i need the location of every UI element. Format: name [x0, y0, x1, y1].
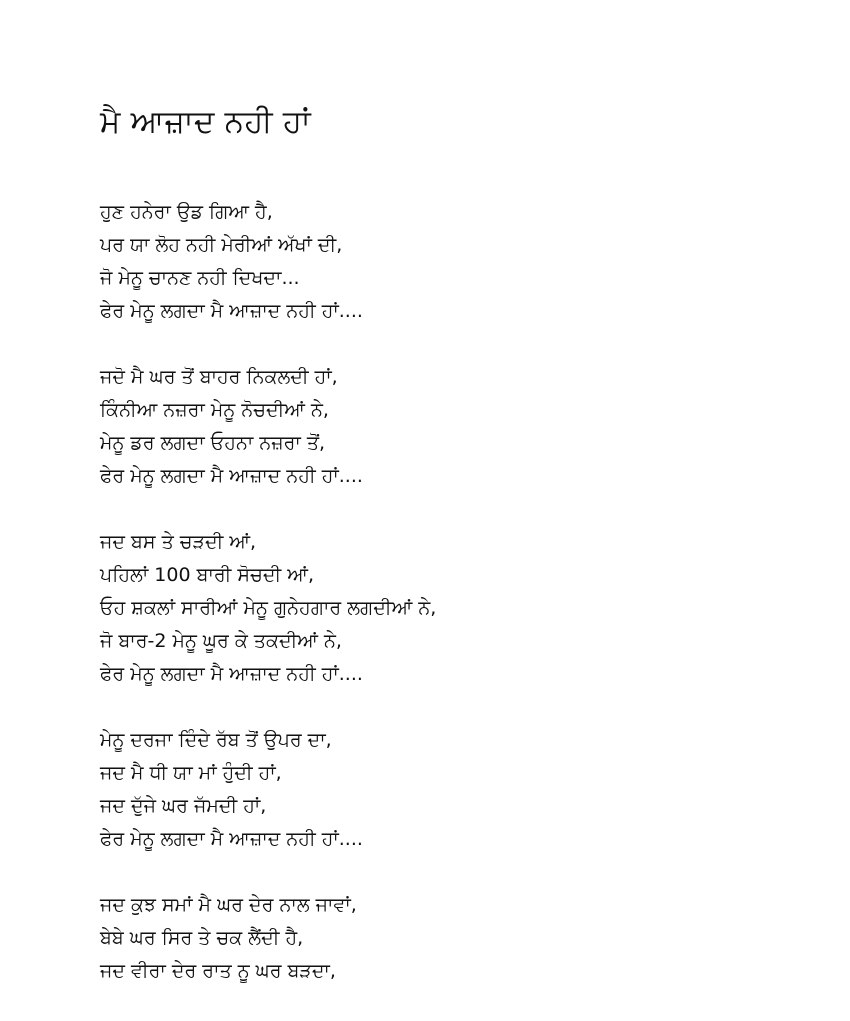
poem-stanza: [100, 889, 820, 988]
poem-line: ਕਿੰਨੀਆ ਨਜ਼ਰਾ ਮੇਨੂ ਨੋਚਦੀਆਂ ਨੇ,: [100, 399, 329, 421]
poem-line: ਬੇਬੇ ਘਰ ਸਿਰ ਤੇ ਚਕ ਲੈਂਦੀ ਹੈ,: [100, 927, 304, 949]
poem-line: ਜਦ ਬਸ ਤੇ ਚੜਦੀ ਆਂ,: [100, 531, 257, 553]
poem-line: ਫੇਰ ਮੇਨੂ ਲਗਦਾ ਮੈ ਆਜ਼ਾਦ ਨਹੀ ਹਾਂ....: [100, 300, 363, 322]
poem-line: ਮੇਨੂ ਡਰ ਲਗਦਾ ਓਹਨਾ ਨਜ਼ਰਾ ਤੋਂ,: [100, 432, 326, 454]
poem-line: ਹੁਣ ਹਨੇਰਾ ਉਡ ਗਿਆ ਹੈ,: [100, 201, 273, 223]
poem-line: ਓਹ ਸ਼ਕਲਾਂ ਸਾਰੀਆਂ ਮੇਨੂ ਗੁਨੇਹਗਾਰ ਲਗਦੀਆਂ ਨੇ,: [100, 597, 437, 619]
poem-title: ਮੈ ਆਜ਼ਾਦ ਨਹੀ ਹਾਂ: [100, 104, 311, 140]
poem-line: ਪਰ ਯਾ ਲੋਹ ਨਹੀ ਮੇਰੀਆਂ ਅੱਖਾਂ ਦੀ,: [100, 234, 343, 256]
poem-line: ਜੋ ਮੇਨੂ ਚਾਨਣ ਨਹੀ ਦਿਖਦਾ...: [100, 267, 300, 289]
poem-line: ਜਦ ਕੁਝ ਸਮਾਂ ਮੈ ਘਰ ਦੇਰ ਨਾਲ ਜਾਵਾਂ,: [100, 894, 357, 916]
poem-line: ਫੇਰ ਮੇਨੂ ਲਗਦਾ ਮੈ ਆਜ਼ਾਦ ਨਹੀ ਹਾਂ....: [100, 828, 363, 850]
poem-stanza: [100, 724, 820, 856]
poem-stanza: [100, 526, 820, 691]
poem-line: ਜੋ ਬਾਰ-2 ਮੇਨੂ ਘੂਰ ਕੇ ਤਕਦੀਆਂ ਨੇ,: [100, 630, 342, 652]
poem-line: ਜਦ ਦੁੱਜੇ ਘਰ ਜੱਮਦੀ ਹਾਂ,: [100, 795, 267, 817]
poem-page: [100, 96, 820, 1021]
poem-line: ਮੇਨੂ ਦਰਜਾ ਦਿੰਦੇ ਰੱਬ ਤੋਂ ਉਪਰ ਦਾ,: [100, 729, 332, 751]
poem-stanza: [100, 196, 820, 328]
poem-line: ਫੇਰ ਮੇਨੂ ਲਗਦਾ ਮੈ ਆਜ਼ਾਦ ਨਹੀ ਹਾਂ....: [100, 465, 363, 487]
poem-line: ਪਹਿਲਾਂ 100 ਬਾਰੀ ਸੋਚਦੀ ਆਂ,: [100, 564, 314, 586]
poem-body: [100, 196, 820, 988]
poem-line: ਜਦੋ ਮੈ ਘਰ ਤੋਂ ਬਾਹਰ ਨਿਕਲਦੀ ਹਾਂ,: [100, 366, 338, 388]
poem-stanza: [100, 361, 820, 493]
poem-line: ਜਦ ਮੈ ਧੀ ਯਾ ਮਾਂ ਹੁੰਦੀ ਹਾਂ,: [100, 762, 282, 784]
poem-line: ਫੇਰ ਮੇਨੂ ਲਗਦਾ ਮੈ ਆਜ਼ਾਦ ਨਹੀ ਹਾਂ....: [100, 663, 363, 685]
poem-line: ਜਦ ਵੀਰਾ ਦੇਰ ਰਾਤ ਨੂ ਘਰ ਬੜਦਾ,: [100, 960, 336, 982]
